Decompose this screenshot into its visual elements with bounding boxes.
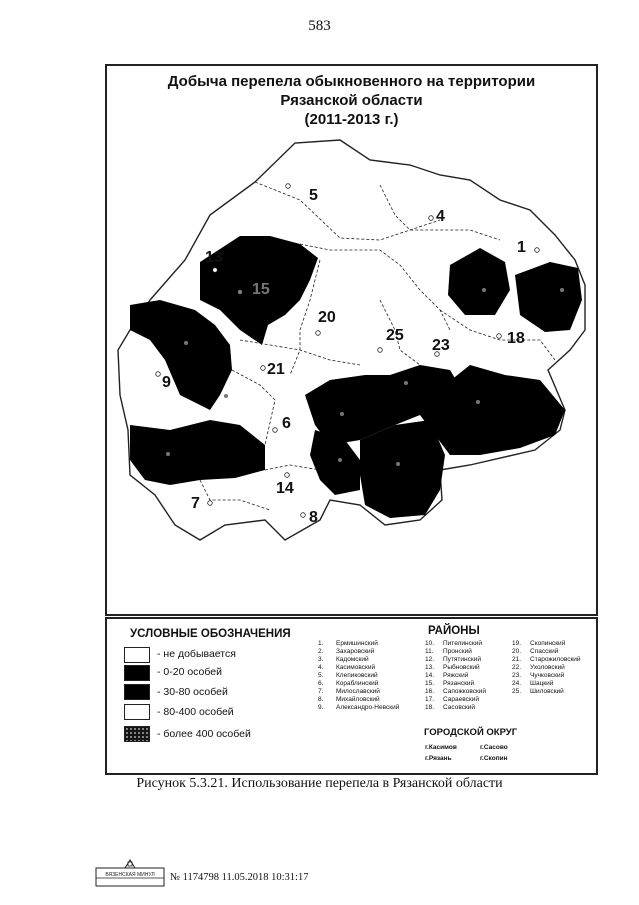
district-item bbox=[318, 680, 378, 688]
district-item-name: Пителинский bbox=[443, 640, 482, 647]
district-item-name: Шацкий bbox=[530, 680, 554, 687]
district-item-number: 7. bbox=[318, 688, 324, 695]
district-south-west-area bbox=[130, 420, 265, 485]
district-item-number: 21. bbox=[512, 656, 522, 663]
legend-heading: УСЛОВНЫЕ ОБОЗНАЧЕНИЯ bbox=[130, 628, 291, 640]
district-label-6: 6 bbox=[282, 415, 291, 432]
district-item bbox=[425, 656, 481, 664]
district-item-name: Михайловский bbox=[336, 696, 380, 703]
district-item bbox=[425, 648, 472, 656]
district-item-name: Сараевский bbox=[443, 696, 479, 703]
district-label-5: 5 bbox=[309, 187, 318, 204]
district-item bbox=[425, 640, 482, 648]
legend-label-80-400: - 80-400 особей bbox=[157, 706, 234, 718]
district-item-name: Рыбновский bbox=[443, 664, 480, 671]
map-title-line-1: Добыча перепела обыкновенного на территории bbox=[167, 73, 536, 90]
district-item-number: 10. bbox=[425, 640, 435, 647]
district-item-number: 3. bbox=[318, 656, 324, 663]
district-item-name: Ермишинский bbox=[336, 640, 378, 647]
district-item-number: 2. bbox=[318, 648, 324, 655]
district-item-number: 23. bbox=[512, 672, 522, 679]
district-label-1: 1 bbox=[517, 239, 526, 256]
district-item bbox=[425, 696, 479, 704]
district-item bbox=[512, 664, 565, 672]
city-item: г.Рязань bbox=[425, 755, 452, 762]
district-label-18: 18 bbox=[507, 330, 525, 347]
district-item bbox=[512, 680, 553, 688]
district-item-number: 18. bbox=[425, 704, 435, 711]
district-item bbox=[512, 688, 564, 696]
legend-label-0-20: - 0-20 особей bbox=[157, 666, 222, 678]
city-item: г.Касимов bbox=[425, 744, 457, 751]
district-item-name: Кораблинский bbox=[336, 680, 379, 687]
legend-swatch-30-80 bbox=[124, 684, 150, 700]
legend-label-none: - не добывается bbox=[157, 648, 236, 660]
legend-swatch-400-plus bbox=[124, 726, 150, 742]
district-label-13: 13 bbox=[205, 249, 223, 266]
district-label-7: 7 bbox=[191, 495, 200, 512]
district-item bbox=[512, 672, 564, 680]
district-item-name: Путятинский bbox=[443, 656, 481, 663]
district-label-4: 4 bbox=[436, 208, 445, 225]
district-item bbox=[425, 664, 480, 672]
figure-caption: Рисунок 5.3.21. Использование перепела в Рязанской области bbox=[136, 776, 503, 791]
district-item-number: 22. bbox=[512, 664, 522, 671]
legend-label-400-plus: - более 400 особей bbox=[157, 728, 251, 740]
district-item bbox=[318, 672, 378, 680]
legend-swatch-none bbox=[124, 647, 150, 663]
district-item bbox=[318, 664, 375, 672]
district-item bbox=[318, 648, 374, 656]
district-item bbox=[512, 648, 558, 656]
district-item-name: Касимовский bbox=[336, 664, 376, 671]
district-item-name: Старожиловский bbox=[530, 656, 581, 663]
district-item-number: 16. bbox=[425, 688, 435, 695]
district-item-number: 8. bbox=[318, 696, 324, 703]
district-item bbox=[425, 680, 474, 688]
district-label-20: 20 bbox=[318, 309, 336, 326]
district-item-name: Пронский bbox=[443, 648, 472, 655]
city-item: г.Скопин bbox=[480, 755, 508, 762]
district-item-number: 25. bbox=[512, 688, 522, 695]
map-title-line-3: (2011-2013 г.) bbox=[304, 111, 399, 128]
district-item bbox=[425, 704, 475, 712]
district-item-name: Ухоловский bbox=[530, 664, 565, 671]
city-item: г.Сасово bbox=[480, 744, 508, 751]
stamp-logo bbox=[95, 858, 165, 888]
district-item-number: 17. bbox=[425, 696, 435, 703]
district-item bbox=[318, 688, 380, 696]
district-label-25: 25 bbox=[386, 327, 404, 344]
district-item-number: 6. bbox=[318, 680, 324, 687]
page-number: 583 bbox=[308, 18, 331, 34]
city-district-heading: ГОРОДСКОЙ ОКРУГ bbox=[424, 727, 518, 738]
district-item bbox=[318, 704, 399, 712]
map-title-line-2: Рязанской области bbox=[280, 92, 423, 109]
district-item-name: Захаровский bbox=[336, 648, 375, 655]
district-item-number: 15. bbox=[425, 680, 435, 687]
district-label-14: 14 bbox=[276, 480, 294, 497]
district-item bbox=[425, 688, 486, 696]
legend-swatch-0-20 bbox=[124, 665, 150, 681]
district-item-name: Сасовский bbox=[443, 704, 476, 711]
district-item-name: Ряжский bbox=[443, 672, 469, 679]
district-item-name: Кадомский bbox=[336, 656, 369, 663]
district-item bbox=[318, 696, 380, 704]
district-item-number: 14. bbox=[425, 672, 435, 679]
district-item-name: Клепиковский bbox=[336, 672, 378, 679]
district-item-number: 4. bbox=[318, 664, 324, 671]
district-item-number: 9. bbox=[318, 704, 324, 711]
district-item-number: 24. bbox=[512, 680, 522, 687]
district-item-number: 19. bbox=[512, 640, 522, 647]
district-item-number: 12. bbox=[425, 656, 435, 663]
district-item-name: Сапожковский bbox=[443, 688, 487, 695]
district-item-number: 1. bbox=[318, 640, 324, 647]
district-item-name: Шиловский bbox=[530, 688, 564, 695]
district-item bbox=[425, 672, 468, 680]
district-item-name: Милославский bbox=[336, 688, 380, 695]
districts-heading: РАЙОНЫ bbox=[428, 625, 480, 637]
footer-doc-number: № 1174798 11.05.2018 10:31:17 bbox=[170, 872, 309, 883]
district-item-number: 20. bbox=[512, 648, 522, 655]
district-item bbox=[318, 656, 369, 664]
district-item-name: Чучковский bbox=[530, 672, 565, 679]
district-item-number: 13. bbox=[425, 664, 435, 671]
district-label-23: 23 bbox=[432, 337, 450, 354]
svg-text:ВЯЗЕНСКАЯ МИНУЛ: ВЯЗЕНСКАЯ МИНУЛ bbox=[105, 872, 155, 878]
district-item bbox=[512, 656, 581, 664]
district-item-number: 11. bbox=[425, 648, 434, 655]
legend-label-30-80: - 30-80 особей bbox=[157, 686, 228, 698]
legend-swatch-80-400 bbox=[124, 704, 150, 720]
district-item bbox=[512, 640, 565, 648]
district-label-9: 8 bbox=[309, 509, 318, 526]
district-label-15: 15 bbox=[252, 281, 270, 298]
district-item-name: Рязанский bbox=[443, 680, 475, 687]
district-item-name: Скопинский bbox=[530, 640, 566, 647]
district-label-8: 9 bbox=[162, 374, 171, 391]
district-item bbox=[318, 640, 378, 648]
district-item-name: Спасский bbox=[530, 648, 559, 655]
district-label-21: 21 bbox=[267, 361, 285, 378]
district-item-name: Александро-Невский bbox=[336, 704, 400, 711]
district-item-number: 5. bbox=[318, 672, 324, 679]
